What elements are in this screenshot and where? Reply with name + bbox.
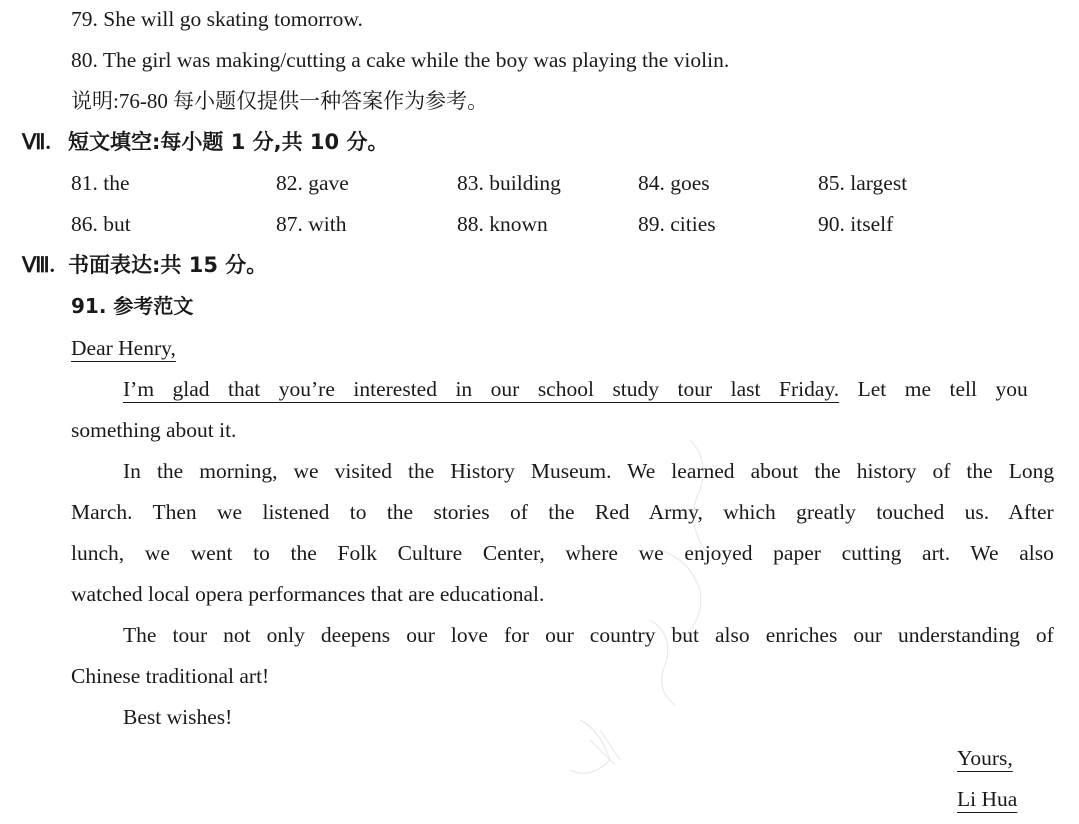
answer-note: 说明:76-80 每小题仅提供一种答案作为参考。	[71, 89, 489, 113]
answer-87: 87. with	[276, 212, 347, 236]
greeting-text: Dear Henry,	[71, 336, 176, 360]
answer-83: 83. building	[457, 171, 561, 195]
p1-underlined-sentence: I’m glad that you’re interested in our school study tour last Friday.	[123, 377, 840, 401]
letter-p3-line2: Chinese traditional art!	[71, 664, 270, 688]
answer-89: 89. cities	[638, 212, 716, 236]
signature-text: Li Hua	[957, 787, 1018, 811]
letter-p2-line2: March. Then we listened to the stories of the Red Army, which greatly touched us. After	[71, 500, 1054, 524]
section-8-heading	[22, 251, 267, 279]
answer-81: 81. the	[71, 171, 130, 195]
letter-greeting	[71, 334, 176, 362]
letter-yours	[957, 744, 1013, 772]
letter-p3-line1: The tour not only deepens our love for our country but also enriches our understanding of	[123, 623, 1054, 647]
item-91-label: 91. 参考范文	[71, 294, 194, 318]
letter-p1-line1	[123, 375, 1028, 403]
answer-80: 80. The girl was making/cutting a cake while the boy was playing the violin.	[71, 48, 730, 72]
section-7-title: 短文填空:每小题 1 分,共 10 分。	[68, 130, 389, 154]
letter-p2-line1: In the morning, we visited the History Museum. We learned about the history of the Long	[123, 459, 1055, 483]
section-8-numeral: Ⅷ.	[22, 253, 55, 277]
letter-signature	[957, 785, 1017, 813]
letter-p1-line2: something about it.	[71, 418, 237, 442]
section-7-numeral: Ⅶ.	[22, 130, 51, 154]
section-8-title: 书面表达:共 15 分。	[68, 253, 268, 277]
answer-85: 85. largest	[818, 171, 908, 195]
p1-rest: Let me tell you	[839, 377, 1028, 401]
answer-86: 86. but	[71, 212, 131, 236]
answer-88: 88. known	[457, 212, 548, 236]
section-7-heading	[22, 128, 388, 156]
yours-text: Yours,	[957, 746, 1013, 770]
answer-79: 79. She will go skating tomorrow.	[71, 7, 363, 31]
item-91	[71, 292, 193, 320]
answer-90: 90. itself	[818, 212, 894, 236]
letter-p2-line4: watched local opera performances that are educational.	[71, 582, 545, 606]
answer-82: 82. gave	[276, 171, 349, 195]
letter-p2-line3: lunch, we went to the Folk Culture Center, where we enjoyed paper cutting art. We also	[71, 541, 1054, 565]
watermark-icon	[540, 430, 740, 800]
answer-84: 84. goes	[638, 171, 710, 195]
letter-closing: Best wishes!	[123, 705, 233, 729]
